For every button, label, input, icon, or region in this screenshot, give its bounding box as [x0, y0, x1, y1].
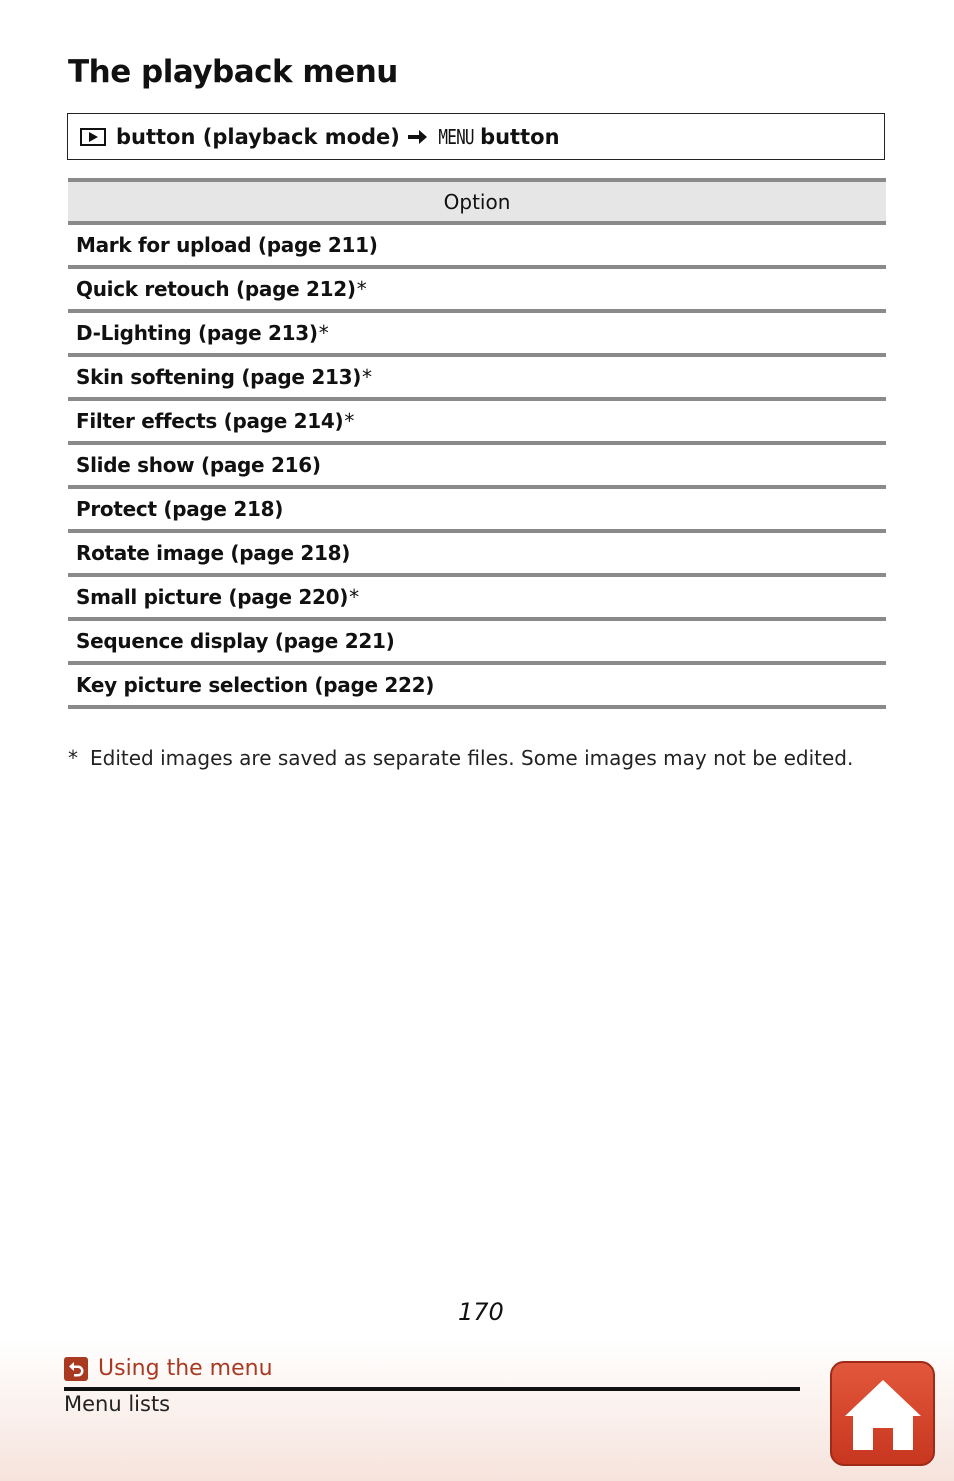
- options-table: [68, 178, 886, 709]
- table-header-option: Option: [68, 180, 886, 223]
- right-arrow-icon: [408, 129, 428, 145]
- option-label: Mark for upload (page 211): [76, 233, 378, 257]
- option-note-mark: *: [349, 585, 359, 609]
- back-arrow-icon: [64, 1357, 88, 1381]
- option-cell[interactable]: [68, 223, 886, 267]
- table-row: [68, 443, 886, 487]
- table-row: [68, 267, 886, 311]
- menu-word: MENU: [438, 124, 474, 149]
- option-cell[interactable]: [68, 311, 886, 355]
- option-label: Small picture (page 220): [76, 585, 349, 609]
- page-title: The playback menu: [68, 54, 398, 90]
- option-note-mark: *: [344, 409, 355, 433]
- option-label: D-Lighting (page 213): [76, 321, 318, 345]
- option-label: Key picture selection (page 222): [76, 673, 435, 697]
- option-label: Skin softening (page 213): [76, 365, 362, 389]
- play-button-icon: [80, 128, 106, 146]
- page-number: 170: [458, 1298, 504, 1326]
- option-note-mark: *: [356, 277, 367, 301]
- table-row: [68, 619, 886, 663]
- nav-suffix: button: [480, 124, 560, 149]
- option-label: Rotate image (page 218): [76, 541, 351, 565]
- table-row: [68, 399, 886, 443]
- section-link-label: Using the menu: [98, 1356, 273, 1381]
- home-icon: [841, 1372, 925, 1456]
- subsection-label: Menu lists: [64, 1392, 171, 1416]
- option-label: Sequence display (page 221): [76, 629, 395, 653]
- table-body: [68, 223, 886, 707]
- option-cell[interactable]: [68, 663, 886, 707]
- table-row: [68, 355, 886, 399]
- option-label: Filter effects (page 214): [76, 409, 344, 433]
- table-row: [68, 531, 886, 575]
- table-row: [68, 487, 886, 531]
- option-cell[interactable]: [68, 399, 886, 443]
- section-link[interactable]: [64, 1356, 273, 1381]
- option-note-mark: *: [318, 321, 329, 345]
- option-cell[interactable]: [68, 487, 886, 531]
- navigation-path: [67, 113, 885, 160]
- table-header-row: [68, 180, 886, 223]
- footnote-mark: *: [68, 746, 78, 770]
- option-note-mark: *: [362, 365, 372, 389]
- nav-text: button (playback mode): [116, 124, 400, 149]
- option-cell[interactable]: [68, 355, 886, 399]
- option-label: Slide show (page 216): [76, 453, 321, 477]
- option-label: Protect (page 218): [76, 497, 284, 521]
- table-row: [68, 223, 886, 267]
- option-cell[interactable]: [68, 267, 886, 311]
- home-button[interactable]: [830, 1361, 935, 1466]
- footnote-text: Edited images are saved as separate files. Some images may not be edited.: [90, 746, 854, 770]
- option-cell[interactable]: [68, 619, 886, 663]
- option-cell[interactable]: [68, 531, 886, 575]
- option-label: Quick retouch (page 212): [76, 277, 356, 301]
- option-cell[interactable]: [68, 575, 886, 619]
- footer-divider: [64, 1387, 800, 1391]
- footnote: [68, 746, 853, 770]
- table-row: [68, 663, 886, 707]
- table-row: [68, 311, 886, 355]
- option-cell[interactable]: [68, 443, 886, 487]
- table-row: [68, 575, 886, 619]
